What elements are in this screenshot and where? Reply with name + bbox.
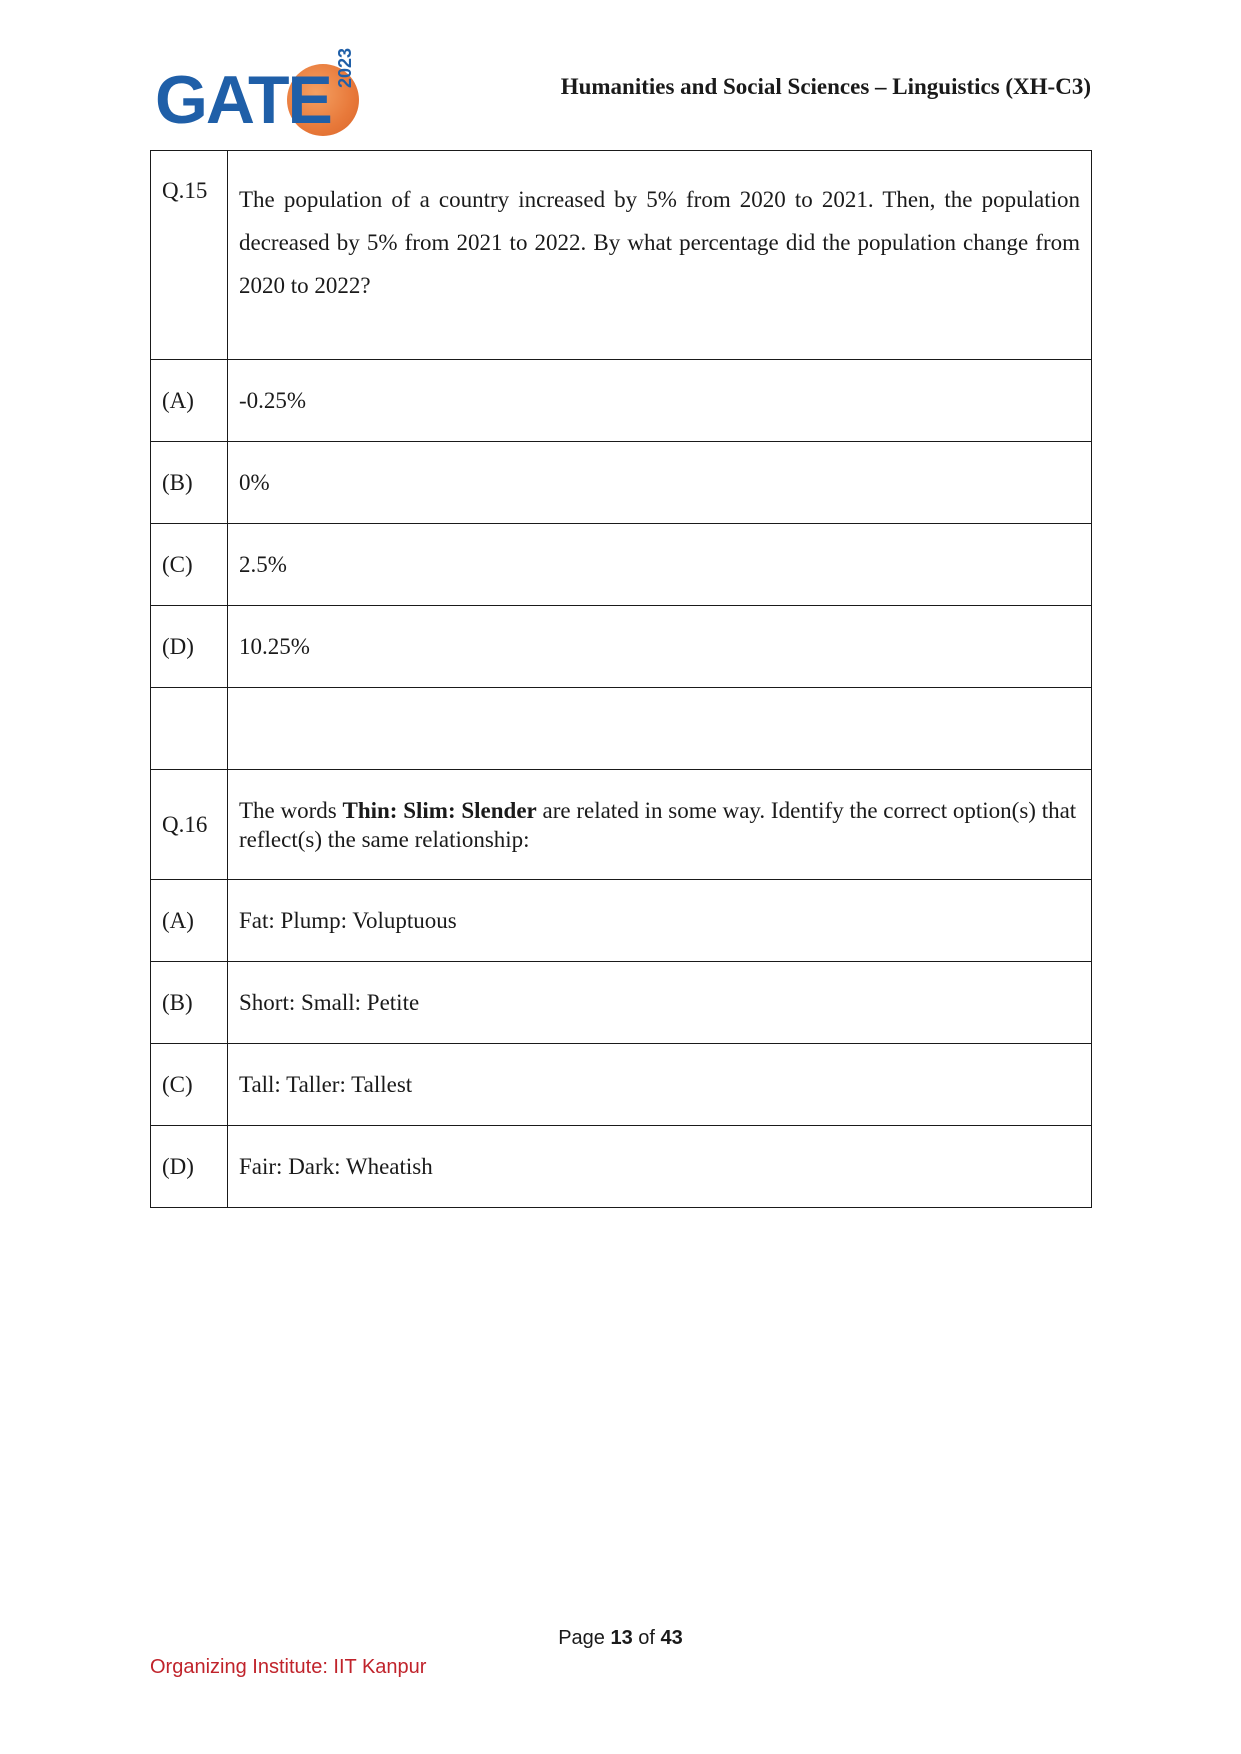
question-row — [151, 770, 1092, 880]
option-label: (D) — [151, 606, 228, 688]
option-row — [151, 962, 1092, 1044]
option-label: (D) — [151, 1126, 228, 1208]
option-label: (C) — [151, 1044, 228, 1126]
option-text: 0% — [228, 442, 1092, 524]
question-text: The population of a country increased by 5% from 2020 to 2021. Then, the population decreased by 5% from 2021 to 2022. By what percentage did the population change from 2020 to 2022? — [228, 151, 1092, 360]
option-label: (B) — [151, 962, 228, 1044]
option-row — [151, 442, 1092, 524]
logo-year: 2023 — [335, 47, 355, 88]
option-row — [151, 880, 1092, 962]
option-row — [151, 524, 1092, 606]
option-text: 10.25% — [228, 606, 1092, 688]
option-row — [151, 1044, 1092, 1126]
question-row — [151, 151, 1092, 360]
option-text: Tall: Taller: Tallest — [228, 1044, 1092, 1126]
option-label: (B) — [151, 442, 228, 524]
page-title: Humanities and Social Sciences – Linguistics (XH-C3) — [560, 74, 1091, 99]
option-text: Fat: Plump: Voluptuous — [228, 880, 1092, 962]
spacer-row — [151, 688, 1092, 770]
question-table — [150, 150, 1092, 1208]
option-text: Fair: Dark: Wheatish — [228, 1126, 1092, 1208]
page-word: Page — [558, 1627, 605, 1649]
option-label: (A) — [151, 360, 228, 442]
gate-logo — [155, 47, 365, 140]
page-of: of — [638, 1627, 655, 1649]
page-number — [0, 1627, 1241, 1650]
option-row — [151, 1126, 1092, 1208]
question-text-bold: Thin: Slim: Slender — [342, 797, 537, 823]
option-row — [151, 360, 1092, 442]
question-text-after: are related in some way. Identify the correct option(s) that reflect(s) the same relationship: — [239, 797, 1077, 852]
option-label: (C) — [151, 524, 228, 606]
spacer-cell — [228, 688, 1092, 770]
option-text: 2.5% — [228, 524, 1092, 606]
page-current: 13 — [610, 1627, 633, 1649]
page-total: 43 — [660, 1627, 683, 1649]
logo-text: GATE — [155, 62, 331, 138]
spacer-cell — [151, 688, 228, 770]
organizing-institute: Organizing Institute: IIT Kanpur — [150, 1656, 427, 1678]
question-text — [228, 770, 1092, 880]
option-label: (A) — [151, 880, 228, 962]
option-text: Short: Small: Petite — [228, 962, 1092, 1044]
option-text: -0.25% — [228, 360, 1092, 442]
question-text-before: The words — [239, 797, 343, 823]
option-row — [151, 606, 1092, 688]
question-number: Q.15 — [151, 151, 228, 360]
question-number: Q.16 — [151, 770, 228, 880]
